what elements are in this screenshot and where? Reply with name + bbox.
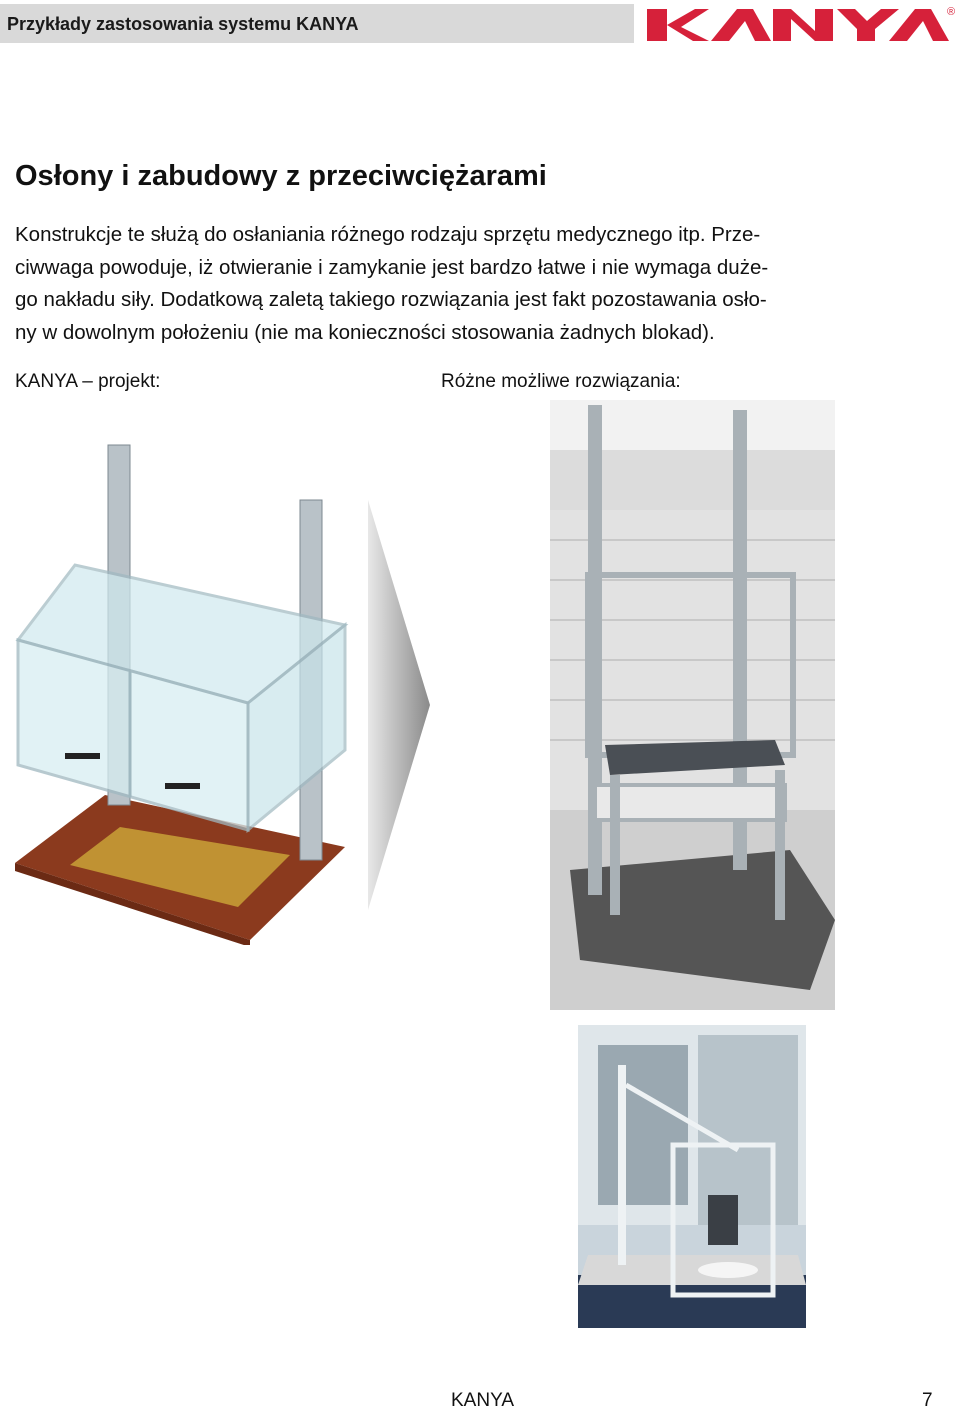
footer-brand: KANYA [451, 1390, 515, 1411]
solutions-label: Różne możliwe rozwiązania: [441, 371, 681, 392]
paragraph-line: go nakładu siły. Dodatkową zaletą takiego rozwiązania jest fakt pozostawania osło- [15, 288, 767, 311]
section-title: Osłony i zabudowy z przeciwciężarami [15, 160, 547, 192]
project-label: KANYA – projekt: [15, 371, 161, 392]
paragraph-line: ny w dowolnym położeniu (nie ma konieczności stosowania żadnych blokad). [15, 320, 715, 344]
page-number: 7 [922, 1390, 933, 1411]
paragraph-line: Konstrukcje te służą do osłaniania różnego rodzaju sprzętu medycznego itp. Prze- [15, 223, 761, 246]
header-title: Przykłady zastosowania systemu KANYA [7, 14, 359, 34]
logo-registered-mark: ® [947, 6, 956, 18]
arrow-right-icon [368, 500, 430, 910]
cad-enclosure-image [10, 435, 355, 945]
intro-paragraph [15, 219, 935, 349]
kanya-logo [645, 3, 957, 45]
photo-lab-enclosure [578, 1025, 806, 1328]
photo-tall-stand [550, 400, 835, 1010]
paragraph-line: ciwwaga powoduje, iż otwieranie i zamykanie jest bardzo łatwe i nie wymaga duże- [15, 255, 769, 279]
